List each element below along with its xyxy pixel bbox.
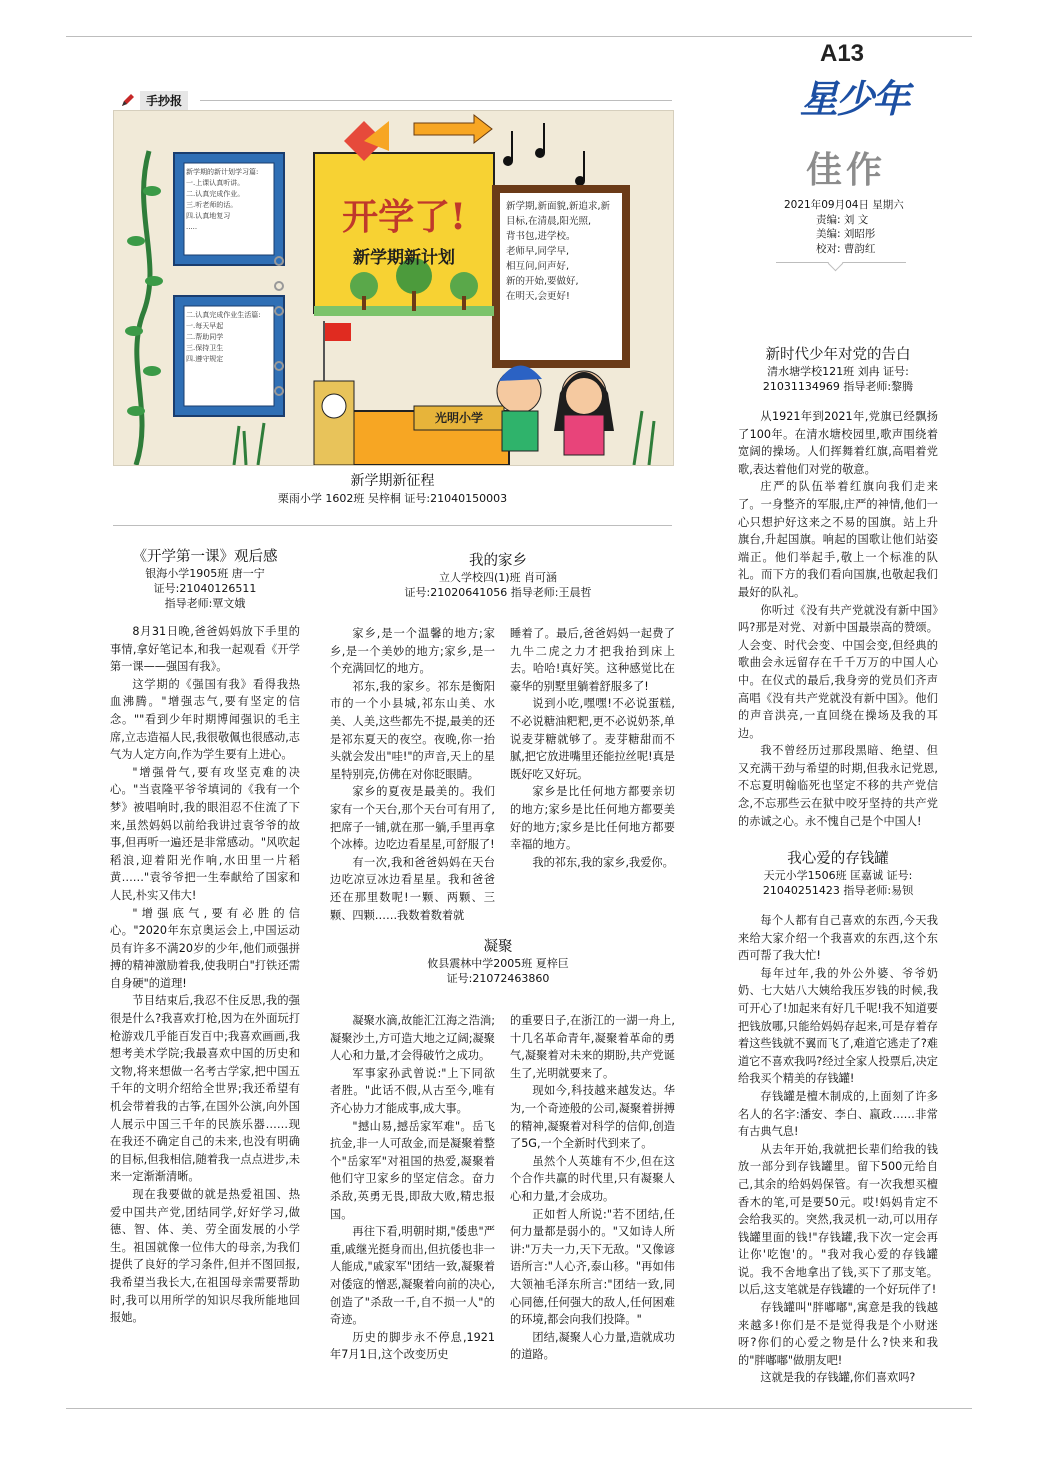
- article-title: 我心爱的存钱罐: [787, 851, 889, 867]
- article-byline-2: 证号:21040126511: [153, 582, 257, 595]
- article-dangde-gaobai: [738, 346, 938, 830]
- paragraph: 庄严的队伍举着红旗向我们走来了。一身整齐的军服,庄严的神情,他们一心只想护好这来之不易的国旗。站上升旗台,升起国旗。响起的国歌让他们站姿端正。他们举起手,敬上一个标准的队礼。而下方的我们看向国旗,也敬起我们最好的队礼。: [738, 480, 938, 599]
- paragraph: 家乡是比任何地方都要亲切的地方;家乡是比任何地方都要美好的地方;家乡是比任何地方都要幸福的地方。: [510, 785, 675, 852]
- feature-bottom-rule: [113, 525, 672, 526]
- issue-meta: [784, 198, 914, 256]
- paragraph: 从1921年到2021年,党旗已经飘扬了100年。在清水塘校园里,歌声围绕着宽阔的操场。人们挥舞着红旗,高唱着党歌,表达着他们对党的敬意。: [738, 410, 938, 476]
- feature-tag: [120, 90, 188, 110]
- paragraph: 再往下看,明朝时期,"倭患"严重,戚继光挺身而出,但抗倭也非一人能成,"戚家军"团结一致,凝聚着对倭寇的憎恶,凝聚着向前的决心,创造了"杀敌一千,自不损一人"的奇迹。: [330, 1225, 495, 1327]
- pencil-icon: [120, 92, 136, 108]
- article-byline-3: 指导老师:覃文娥: [164, 597, 246, 610]
- paragraph: 家乡的夏夜是最美的。我们家有一个天台,那个天台可有用了,把席子一铺,就在那一躺,手里再拿个冰棒。边吃边看星星,可舒服了!: [330, 785, 495, 852]
- proofreader: 校对: 曹韵红: [816, 242, 876, 255]
- drawing-school-sign: 光明小学: [434, 411, 483, 425]
- article-byline-2: 证号:21072463860: [446, 972, 550, 985]
- paragraph: 每个人都有自己喜欢的东西,今天我来给大家介绍一个我喜欢的东西,这个东西可帮了我大忙!: [738, 914, 938, 963]
- bottom-rule: [66, 1408, 972, 1409]
- editor: 责编: 刘 文: [816, 213, 869, 226]
- feature-tag-label: 手抄报: [140, 91, 188, 110]
- paragraph: 现如今,科技越来越发达。华为,一个奇迹般的公司,凝聚着拼搏的精神,凝聚着对科学的信仰,创造了5G,一个全新时代到来了。: [510, 1084, 675, 1151]
- paragraph: 家乡,是一个温馨的地方;家乡,是一个美妙的地方;家乡,是一个充满回忆的地方。: [330, 627, 495, 676]
- paragraph: 这学期的《强国有我》看得我热血沸腾。"增强志气,要有坚定的信念。""看到少年时期博闻强识的毛主席,立志造福人民,我很敬佩也很感动,志气为人定方向,作为学生要有上进心。: [110, 677, 300, 762]
- article-ningju-col2: [510, 1012, 675, 1364]
- article-byline-2: 证号:21020641056 指导老师:王晨哲: [404, 586, 592, 599]
- section-title: 佳作: [806, 149, 887, 191]
- article-body: [738, 912, 938, 1387]
- paragraph: 的重要日子,在浙江的一湖一舟上,十几名革命青年,凝聚着革命的勇气,凝聚着对未来的期盼,共产党诞生了,光明就要来了。: [510, 1014, 675, 1080]
- article-byline-1: 清水塘学校121班 刘冉 证号:: [767, 365, 909, 378]
- article-byline-2: 21031134969 指导老师:黎腾: [762, 380, 914, 393]
- article-jiaxiang-col2: [510, 625, 675, 871]
- paragraph: 说到小吃,嘿嘿!不必说蛋糕,不必说糖油粑粑,更不必说奶茶,单说麦芽糖就够了。麦芽糖甜而不腻,把它放进嘴里还能拉丝呢!真是既好吃又好玩。: [510, 697, 675, 781]
- article-jiaxiang-col1: [330, 625, 495, 924]
- article-ningju-col1: [330, 1012, 495, 1364]
- paragraph: 我不曾经历过那段黑暗、绝望、但又充满干劲与希望的时期,但我永记党恩,不忘夏明翰临死也坚定不移的共产党信念,不忘那些云在狱中咬牙坚持的共产党的赤诚之心。永不愧自己是个中国人!: [738, 744, 938, 828]
- handmade-newspaper-image: [113, 110, 674, 466]
- drawing-note-left-2: 二.认真完成作业生活篇: 一.每天早起 二.帮助同学 三.保持卫生 四.遵守规定: [186, 311, 261, 363]
- paragraph: 虽然个人英雄有不少,但在这个合作共赢的时代里,只有凝聚人心和力量,才会成功。: [510, 1154, 675, 1203]
- header-divider-notch: [828, 256, 844, 272]
- article-title: 我的家乡: [469, 553, 527, 569]
- paragraph: 有一次,我和爸爸妈妈在天台边吃凉豆冰边看星星。我和爸爸还在那里数呢!一颗、两颗、三颗、四颗……我数着数着就: [330, 855, 495, 922]
- paragraph: 现在我要做的就是热爱祖国、热爱中国共产党,团结同学,好好学习,做德、智、体、美、劳全面发展的小学生。祖国就像一位伟大的母亲,为我们提供了良好的学习条件,但并不图回报,我希望当我长大,在祖国母亲需要帮助时,我可以用所学的知识尽我所能地回报她。: [110, 1188, 300, 1325]
- drawing-note-left-1: 新学期的新计划学习篇: 一.上课认真听讲。 二.认真完成作业。 三.听老师的话。 四.认真地复习 .....: [186, 168, 259, 231]
- drawing-title: 开学了!: [342, 196, 466, 238]
- page-number: A13: [820, 40, 865, 67]
- paragraph: 祁东,我的家乡。祁东是衡阳市的一个小县城,祁东山美、水美、人美,这些都先不提,最美的还是祁东夏天的夜空。夜晚,你一抬头就会发出"哇!"的声音,天上的星星特别亮,仿佛在对你眨眼睛。: [330, 679, 495, 781]
- article-title: 凝聚: [483, 939, 513, 955]
- paragraph: 睡着了。最后,爸爸妈妈一起费了九牛二虎之力才把我抬到床上去。哈哈!真好笑。这种感觉比在豪华的别墅里躺着舒服多了!: [510, 627, 675, 693]
- article-ningju: [318, 938, 678, 986]
- feature-tag-rule: [200, 100, 672, 101]
- paragraph: "撼山易,撼岳家军难"。岳飞抗金,非一人可敌金,而是凝聚着整个"岳家军"对祖国的热爱,凝聚着他们守卫家乡的坚定信念。奋力杀敌,英勇无畏,即敌大败,精忠报国。: [330, 1119, 495, 1221]
- paragraph: 8月31日晚,爸爸妈妈放下手里的事情,拿好笔记本,和我一起观看《开学第一课——强国有我》。: [110, 625, 300, 674]
- article-title: 《开学第一课》观后感: [132, 549, 278, 565]
- feature-caption-byline: 栗雨小学 1602班 吴梓桐 证号:21040150003: [277, 492, 508, 505]
- article-kaixue-diyike: [110, 548, 300, 1327]
- article-byline-1: 银海小学1905班 唐一宁: [145, 567, 265, 580]
- brand-logo: 星少年: [800, 77, 909, 121]
- paragraph: 节目结束后,我忍不住反思,我的强很是什么?我喜欢打枪,因为在外面玩打枪游戏几乎能百发百中;我喜欢画画,我想考美术学院;我最喜欢中国的历史和文物,将来想做一名考古学家,把中国五千年的文明介绍给全世界;我还希望有机会带着我的古筝,在国外公演,向外国人展示中国三千年的民族乐器……现在我还不确定自己的未来,也没有明确的目标,但我相信,随着我一点点进步,未来一定渐渐清晰。: [110, 994, 300, 1184]
- article-title: 新时代少年对党的告白: [765, 347, 911, 363]
- paragraph: "增强底气,要有必胜的信心。"2020年东京奥运会上,中国运动员有许多不满20岁的少年,他们顽强拼搏的精神激励着我,使我明白"打铁还需自身硬"的道理!: [110, 906, 300, 990]
- top-rule: [66, 36, 972, 37]
- article-byline-1: 天元小学1506班 匡嘉诚 证号:: [763, 869, 913, 882]
- paragraph: 你听过《没有共产党就没有新中国》吗?那是对党、对新中国最崇高的赞颂。人会变、时代会变、中国会变,但经典的歌曲会永远留存在千千万万的中国人心中。在仪式的最后,我身旁的党员们齐声高唱《没有共产党就没有新中国》。他们的声音洪亮,一直回绕在操场及我的耳边。: [738, 603, 938, 740]
- paragraph: 存钱罐是檀木制成的,上面刻了许多名人的名字:潘安、李白、嬴政……非常有古典气息!: [738, 1089, 938, 1139]
- paragraph: 从去年开始,我就把长辈们给我的钱放一部分到存钱罐里。留下500元给自己,其余的给妈妈保管。有一次我想买檀香木的笔,可是要50元。哎!妈妈肯定不会给我买的。突然,我灵机一动,可以用存钱罐里面的钱!"存钱罐,我下次一定会再让你'吃饱'的。"我对我心爱的存钱罐说。我不舍地拿出了钱,买下了那支笔。以后,这支笔就是存钱罐的一个好玩伴了!: [738, 1142, 938, 1297]
- article-wode-jiaxiang: [318, 552, 678, 600]
- article-byline-1: 立人学校四(1)班 肖可涵: [438, 571, 558, 584]
- designer: 美编: 刘昭彤: [816, 228, 876, 240]
- article-body: [738, 408, 938, 830]
- drawing-note-right: 新学期,新面貌,新追求,新目标,在清晨,阳光照, 背书包,进学校。 老师早,同学早, 相互问,问声好, 新的开始,要做好, 在明天,会更好!: [506, 201, 611, 302]
- paragraph: 这就是我的存钱罐,你们喜欢吗?: [760, 1371, 916, 1385]
- paragraph: 正如哲人所说:"若不团结,任何力量都是弱小的。"又如诗人所讲:"万夫一力,天下无敌。"又像谚语所言:"人心齐,泰山移。"再如伟大领袖毛泽东所言:"团结一致,同心同德,任何强大的敌人,任何困难的环境,都会向我们投降。": [510, 1207, 675, 1327]
- paragraph: 军事家孙武曾说:"上下同欲者胜。"此话不假,从古至今,唯有齐心协力才能成事,成大事。: [330, 1066, 495, 1115]
- issue-date: 2021年09月04日 星期六: [784, 199, 904, 211]
- feature-caption-title: 新学期新征程: [350, 473, 435, 489]
- paragraph: 团结,凝聚人心力量,造就成功的道路。: [510, 1330, 675, 1362]
- article-body: [110, 623, 300, 1327]
- paragraph: 我的祁东,我的家乡,我爱你。: [532, 855, 674, 869]
- drawing-subtitle: 新学期新计划: [353, 248, 455, 268]
- article-cunqianguan: [738, 850, 938, 1387]
- paragraph: 存钱罐叫"胖嘟嘟",寓意是我的钱越来越多!你们是不是觉得我是个小财迷呀?你们的心爱之物是什么?快来和我的"胖嘟嘟"做朋友吧!: [738, 1301, 938, 1367]
- paragraph: 每年过年,我的外公外婆、爷爷奶奶、七大姑八大姨给我压岁钱的时候,我可开心了!加起来有好几千呢!我不知道要把钱放哪,只能给妈妈存起来,可是存着存着这些钱就不翼而飞了,难道它逃走了?难道它不喜欢我吗?经过全家人投票后,决定给我买个精美的存钱罐!: [738, 966, 938, 1086]
- paragraph: 历史的脚步永不停息,1921年7月1日,这个改变历史: [330, 1330, 495, 1362]
- paragraph: "增强骨气,要有攻坚克难的决心。"当袁隆平爷爷填词的《我有一个梦》被唱响时,我的眼泪忍不住流了下来,虽然妈妈以前给我讲过袁爷爷的故事,但再听一遍还是非常感动。"风吹起稻浪,迎着阳光作响,水田里一片稻黄……"袁爷爷把一生奉献给了国家和人民,朴实又伟大!: [110, 765, 300, 902]
- paragraph: 凝聚水滴,故能汇江海之浩淌;凝聚沙土,方可造大地之辽阔;凝聚人心和力量,才会得破竹之成功。: [330, 1014, 495, 1063]
- article-byline-1: 攸县震林中学2005班 夏梓巨: [427, 957, 569, 970]
- article-byline-2: 21040251423 指导老师:易钡: [762, 884, 914, 897]
